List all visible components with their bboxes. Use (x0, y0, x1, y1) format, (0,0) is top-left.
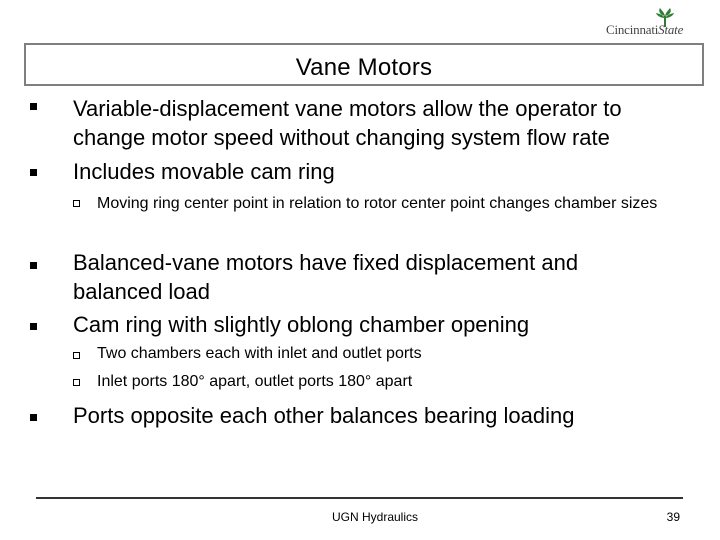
bullet-marker (30, 414, 37, 421)
cincinnati-state-logo (602, 6, 714, 40)
sub-bullet-text: Moving ring center point in relation to rotor center point changes chamber sizes (97, 195, 658, 212)
bullet-text: Variable-displacement vane motors allow the operator to change motor speed without changing system flow rate (73, 96, 622, 150)
footer-divider (36, 497, 683, 499)
bullet-text: Ports opposite each other balances bearing loading (73, 403, 575, 428)
title-box (24, 43, 704, 86)
page-number: 39 (666, 510, 680, 524)
sub-bullet-marker (73, 200, 80, 207)
sub-bullet-text: Inlet ports 180° apart, outlet ports 180° apart (97, 373, 413, 390)
bullet-marker (30, 323, 37, 330)
logo-text-state: State (658, 22, 684, 37)
bullet-marker (30, 262, 37, 269)
bullet-marker (30, 169, 37, 176)
sub-bullet-text: Two chambers each with inlet and outlet ports (97, 345, 422, 362)
logo-text-main: Cincinnati (606, 22, 659, 37)
logo-wordmark (606, 22, 683, 38)
bullet-marker (30, 103, 37, 110)
bullet-text: Includes movable cam ring (73, 159, 335, 184)
bullet-text: Cam ring with slightly oblong chamber opening (73, 312, 530, 337)
sub-bullet-marker (73, 379, 80, 386)
sub-bullet-marker (73, 352, 80, 359)
bullet-text: Balanced-vane motors have fixed displacement and balanced load (73, 250, 579, 304)
footer-course-name: UGN Hydraulics (331, 510, 418, 524)
slide-title: Vane Motors (295, 53, 433, 81)
